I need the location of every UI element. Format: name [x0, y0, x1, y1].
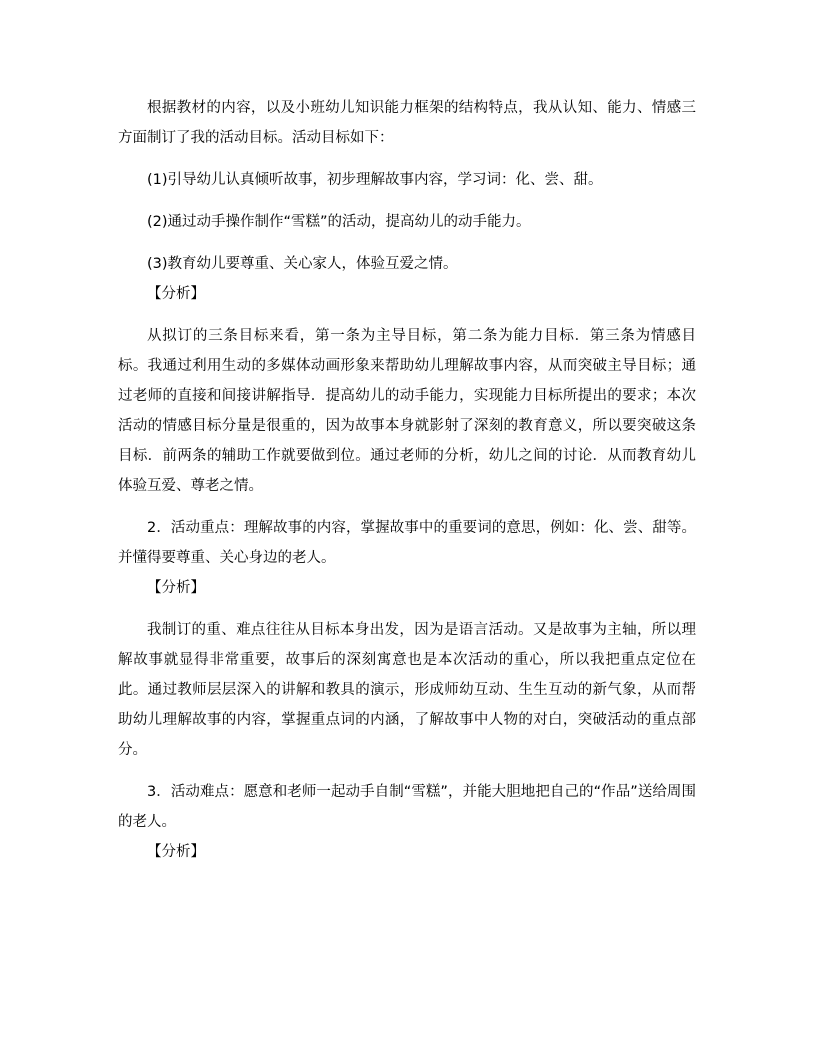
paragraph-goal-3: (3)教育幼儿要尊重、关心家人，体验互爱之情。 — [147, 256, 458, 272]
paragraph-key-point: 2．活动重点：理解故事的内容，掌握故事中的重要词的意思，例如：化、尝、甜等。并懂得要尊重、关心身边的老人。 — [118, 520, 696, 566]
paragraph-goal-2: (2)通过动手操作制作“雪糕”的活动，提高幼儿的动手能力。 — [147, 214, 531, 230]
paragraph-analysis-2: 我制订的重、难点往往从目标本身出发，因为是语言活动。又是故事为主轴，所以理解故事就显得非常重要，故事后的深刻寓意也是本次活动的重心，所以我把重点定位在此。通过教师层层深入的讲解和教具的演示，形成师幼互动、生生互动的新气象，从而帮助幼儿理解故事的内容，掌握重点词的内涵，了解故事中人物的对白，突破活动的重点部分。 — [118, 622, 696, 758]
section-heading-analysis-3: 【分析】 — [147, 844, 205, 860]
paragraph-analysis-1: 从拟订的三条目标来看，第一条为主导目标，第二条为能力目标．第三条为情感目标。我通过利用生动的多媒体动画形象来帮助幼儿理解故事内容，从而突破主导目标；通过老师的直接和间接讲解指导．提高幼儿的动手能力，实现能力目标所提出的要求；本次活动的情感目标分量是很重的，因为故事本身就影射了深刻的教育意义，所以要突破这条目标．前两条的辅助工作就要做到位。通过老师的分析，幼儿之间的讨论．从而教育幼儿体验互爱、尊老之情。 — [118, 328, 696, 494]
paragraph-intro: 根据教材的内容，以及小班幼儿知识能力框架的结构特点，我从认知、能力、情感三方面制订了我的活动目标。活动目标如下： — [118, 100, 696, 146]
section-heading-analysis-2: 【分析】 — [147, 580, 205, 596]
paragraph-goal-1: (1)引导幼儿认真倾听故事，初步理解故事内容，学习词：化、尝、甜。 — [147, 172, 603, 188]
section-heading-analysis-1: 【分析】 — [147, 286, 205, 302]
paragraph-difficulty: 3．活动难点：愿意和老师一起动手自制“雪糕”，并能大胆地把自己的“作品”送给周围的老人。 — [118, 784, 696, 830]
document-body — [118, 93, 696, 867]
